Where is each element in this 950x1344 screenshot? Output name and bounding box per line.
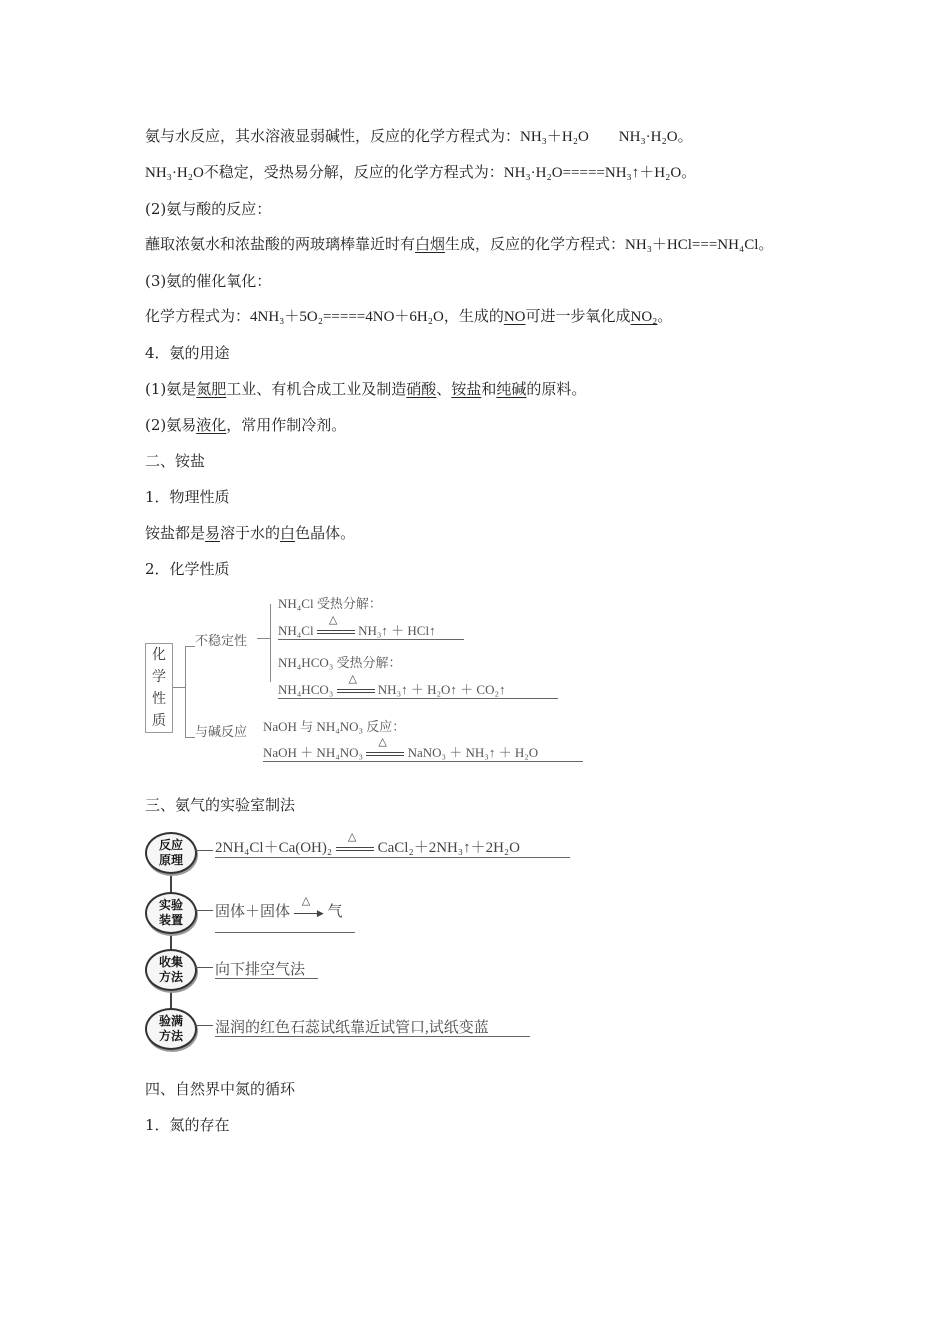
node-label: 验满 方法 [158,1014,183,1043]
heating-condition [366,736,404,761]
section-heading: 四、自然界中氮的循环 [145,1080,296,1098]
text-line [145,307,672,327]
fill-in-answer: 氮肥 [196,380,227,398]
reactants: NaOH ＋ NH₄NO₃ [263,745,364,760]
text-line: NH₃·H₂O不稳定，受热易分解，反应的化学方程式为：NH₃·H₂O=====NH₃↑＋H₂O。 [145,165,697,181]
text: 铵盐都是 [145,524,206,542]
connector [195,967,213,968]
text-line: 氨与水反应，其水溶液显弱碱性，反应的化学方程式为：NH₃＋H₂O NH₃·H₂O。 [145,129,693,145]
underline [215,978,318,979]
text: 、 [436,380,452,398]
fill-in-answer: 易 [205,524,221,542]
verification-method: 湿润的红色石蕊试纸靠近试管口,试纸变蓝 [215,1020,489,1036]
node-label: 收集 方法 [158,955,183,984]
box-char: 化 [152,647,166,663]
delta-icon: △ [328,614,338,627]
connector [185,646,186,738]
connector [195,1025,213,1026]
heating-condition [336,830,374,856]
reaction-label: NaOH 与 NH₄NO₃ 反应： [263,719,406,734]
fill-in-answer: 纯碱 [496,380,527,398]
section-heading: 三、氨气的实验室制法 [145,796,296,814]
delta-icon: △ [301,894,311,907]
node-label: 实验 装置 [158,898,183,927]
node-collection [145,949,197,991]
products: NH₃↑ ＋ HCl↑ [358,623,436,638]
fill-in-answer: 白 [280,524,296,542]
fill-in-answer: 铵盐 [451,380,482,398]
text: 的原料。 [526,380,587,398]
connector [195,850,213,851]
underline [263,761,583,762]
box-char: 质 [152,713,166,729]
text: 可进一步氧化成 [525,309,631,325]
delta-icon: △ [378,736,387,749]
reaction-label: NH₄Cl 受热分解： [278,596,382,611]
underline [215,932,355,933]
text-line [145,379,586,399]
connector [173,687,185,688]
fill-in-answer: 液化 [196,416,227,434]
underline [278,698,558,699]
section-heading: 4．氨的用途 [145,344,230,362]
box-char: 学 [152,669,166,685]
delta-icon: △ [347,830,357,843]
text: 蘸取浓氨水和浓盐酸的两玻璃棒靠近时有 [145,237,416,253]
reactants: NH₄Cl [278,623,314,638]
subheading: 1．物理性质 [145,488,230,506]
fill-in-answer: NO₂ [630,309,658,325]
reaction-equation [278,614,436,639]
node-label: 反应 原理 [158,838,183,867]
products: NaNO₃ ＋ NH₃↑ ＋ H₂O [407,745,539,760]
text: 色晶体。 [295,524,356,542]
collection-method: 向下排空气法 [215,962,306,978]
underline [215,1036,530,1037]
node-principle [145,832,197,874]
text-line [145,415,346,435]
chemical-properties-diagram [145,590,605,770]
reaction-equation [278,673,506,698]
heating-arrow: △ ▶ [294,908,324,918]
text: (2)氨易 [145,416,197,434]
text: ，常用作制冷剂。 [226,416,347,434]
branch-label: 与碱反应 [195,724,248,739]
connector [185,646,195,647]
reactants: 2NH₄Cl＋Ca(OH)₂ [215,840,333,856]
node-apparatus [145,892,197,934]
solid-solid: 固体＋固体 [215,904,291,920]
reaction-equation [263,736,539,761]
text: 生成，反应的化学方程式：NH₃＋HCl===NH₄Cl。 [445,237,774,253]
node-verification [145,1008,197,1050]
box-char: 性 [152,691,166,707]
apparatus-text [215,894,343,921]
products: CaCl₂＋2NH₃↑＋2H₂O [377,840,520,856]
connector [270,604,271,682]
text-line [145,235,773,255]
delta-icon: △ [348,673,358,686]
products: NH₃↑ ＋ H₂O↑ ＋ CO₂↑ [377,682,506,697]
underline [215,857,570,858]
reaction-equation [215,830,520,857]
fill-in-answer: NO [503,309,526,325]
text: 。 [657,309,673,325]
connector [195,910,213,911]
text: 溶于水的 [220,524,281,542]
subheading: (2)氨与酸的反应： [145,200,272,218]
diagram-root-box [145,643,173,733]
text-line [145,523,355,543]
text: 和 [481,380,497,398]
subheading: 1．氮的存在 [145,1116,230,1134]
branch-label: 不稳定性 [195,633,248,648]
text: (1)氨是 [145,380,197,398]
underline [278,639,464,640]
text: 化学方程式为：4NH₃＋5O₂=====4NO＋6H₂O，生成的 [145,309,504,325]
text: 工业、有机合成工业及制造 [226,380,407,398]
connector [257,638,270,639]
fill-in-answer: 硝酸 [406,380,437,398]
section-heading: 二、铵盐 [145,452,206,470]
fill-in-answer: 白烟 [415,237,446,253]
gas: 气 [327,904,343,920]
lab-preparation-diagram [145,828,605,1058]
subheading: 2．化学性质 [145,560,230,578]
heating-condition [337,673,375,698]
connector [185,737,195,738]
heating-condition [317,614,355,639]
subheading: (3)氨的催化氧化： [145,272,272,290]
reaction-label: NH₄HCO₃ 受热分解： [278,655,402,670]
reactants: NH₄HCO₃ [278,682,334,697]
